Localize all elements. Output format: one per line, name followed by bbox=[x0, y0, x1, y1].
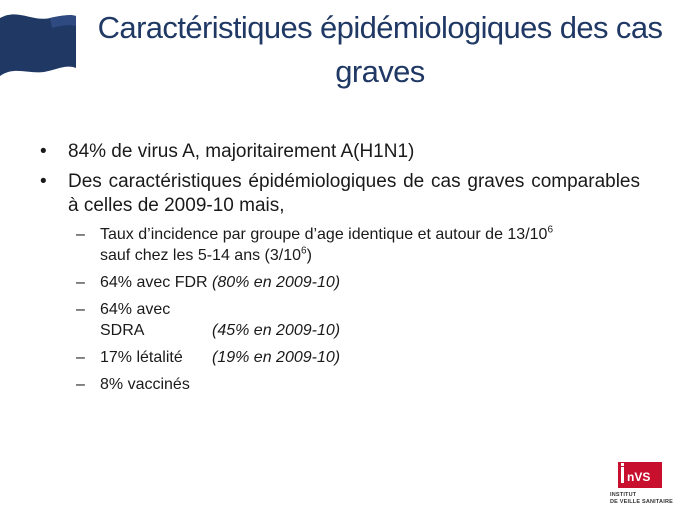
bullet-item bbox=[40, 140, 640, 164]
invs-logo-icon bbox=[618, 462, 662, 488]
vaccines-label: 8% vaccinés bbox=[100, 376, 190, 393]
dash-icon: – bbox=[76, 274, 85, 291]
logo-text-line2: DE VEILLE SANITAIRE bbox=[610, 499, 673, 505]
flag-logo bbox=[0, 10, 78, 78]
incidence-text-2: sauf chez les 5-14 ans (3/10 bbox=[100, 247, 302, 264]
dash-icon: – bbox=[76, 226, 85, 243]
fdr-label: 64% avec FDR bbox=[100, 274, 208, 291]
dash-icon: – bbox=[76, 376, 85, 393]
bullet-text: 84% de virus A, majoritairement A(H1N1) bbox=[68, 141, 415, 162]
bullet-icon: • bbox=[40, 141, 47, 162]
dash-icon: – bbox=[76, 349, 85, 366]
sdra-label: 64% avec SDRA bbox=[100, 301, 171, 339]
sdra-note: (45% en 2009-10) bbox=[212, 322, 341, 339]
bullet-icon: • bbox=[40, 171, 47, 192]
incidence-exponent-2: 6 bbox=[301, 245, 307, 257]
incidence-text: Taux d’incidence par groupe d’age identique et autour de 13/10 bbox=[100, 226, 548, 243]
logo-text-line1: INSTITUT bbox=[610, 492, 637, 498]
sub-bullet-vaccines bbox=[40, 374, 640, 395]
bullet-item bbox=[40, 170, 640, 218]
bullet-text: Des caractéristiques épidémiologiques de cas graves comparables à celles de 2009-10 mais, bbox=[68, 171, 640, 216]
letalite-label: 17% létalité bbox=[100, 349, 183, 366]
sub-bullet-fdr bbox=[40, 272, 640, 293]
sub-bullet-letalite bbox=[40, 347, 640, 368]
sub-bullet-sdra bbox=[40, 299, 640, 341]
letalite-note: (19% en 2009-10) bbox=[212, 349, 341, 366]
dash-icon: – bbox=[76, 301, 85, 318]
invs-logo bbox=[610, 462, 674, 508]
incidence-exponent: 6 bbox=[547, 224, 554, 236]
slide-content bbox=[40, 140, 640, 395]
fdr-note: (80% en 2009-10) bbox=[212, 274, 341, 291]
sub-bullet-incidence bbox=[40, 224, 640, 266]
incidence-text-3: ) bbox=[306, 247, 312, 264]
slide-title: Caractéristiques épidémiologiques des cas graves bbox=[97, 10, 663, 89]
svg-text:nVS: nVS bbox=[627, 470, 651, 484]
